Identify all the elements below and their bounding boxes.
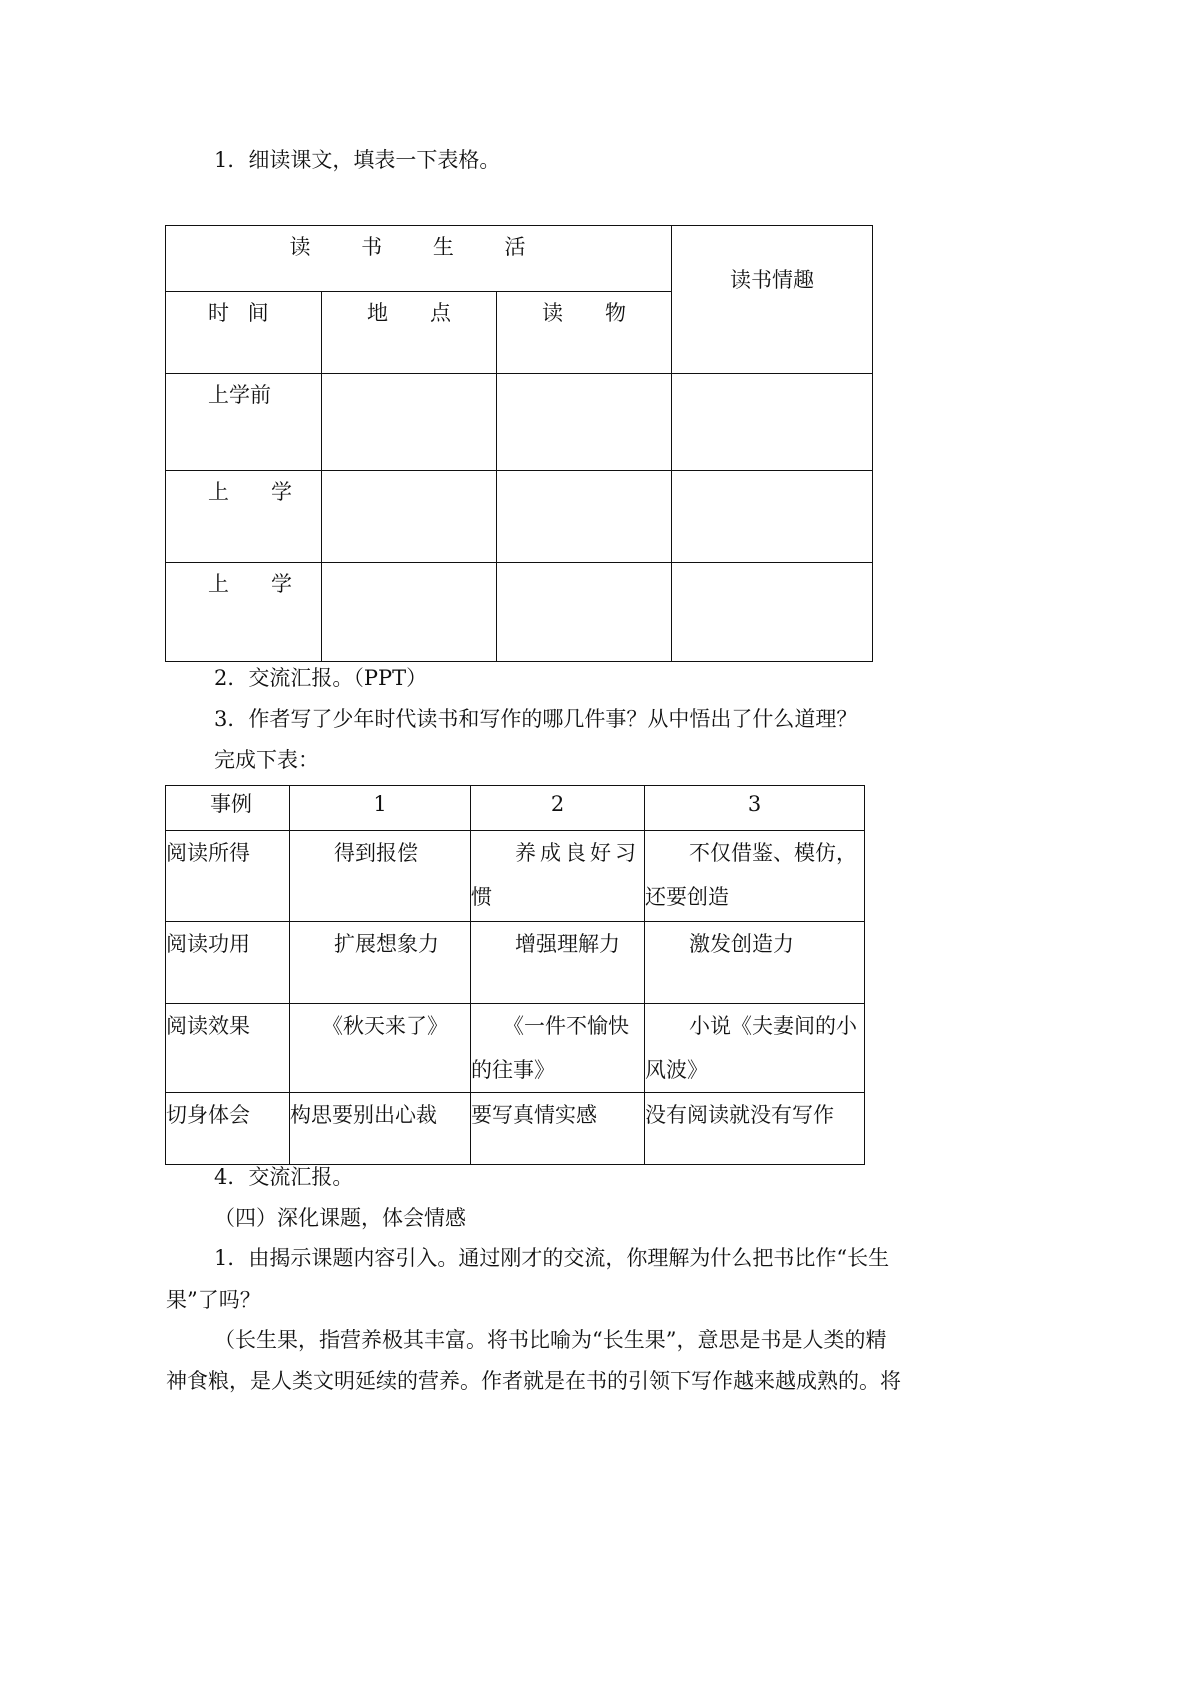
table-cell: 构思要别出心裁 [290, 1093, 471, 1165]
header-cell: 1 [290, 786, 471, 831]
table-cell: 扩展想象力 [290, 922, 471, 1004]
table-cell: 养成良好习 惯 [471, 831, 645, 922]
header-cell: 2 [471, 786, 645, 831]
table-cell [497, 471, 672, 563]
table-cell: 《一件不愉快 的往事》 [471, 1004, 645, 1093]
table-cell: 《秋天来了》 [290, 1004, 471, 1093]
col-time-header: 时 间 [166, 292, 322, 374]
table-cell: 要写真情实感 [471, 1093, 645, 1165]
col-reading-header: 读 物 [497, 292, 672, 374]
row-label: 上学前 [166, 374, 322, 471]
table-cell [672, 471, 873, 563]
header-cell: 事例 [166, 786, 290, 831]
paragraph-line: 神食粮，是人类文明延续的营养。作者就是在书的引领下写作越来越成熟的。将 [166, 1369, 901, 1393]
row-label: 阅读效果 [166, 1004, 290, 1093]
table-cell: 增强理解力 [471, 922, 645, 1004]
table-cell: 激发创造力 [645, 922, 865, 1004]
instruction-3-continued: 完成下表： [214, 748, 319, 772]
row-label: 上 学 [166, 563, 322, 662]
reading-examples-table [165, 785, 865, 1165]
header-cell: 3 [645, 786, 865, 831]
row-label: 上 学 [166, 471, 322, 563]
table-cell [322, 471, 497, 563]
table-cell: 得到报偿 [290, 831, 471, 922]
reading-interest-header: 读书情趣 [672, 226, 873, 374]
table-cell: 没有阅读就没有写作 [645, 1093, 865, 1165]
reading-life-header: 读 书 生 活 [166, 226, 672, 292]
table-cell [672, 563, 873, 662]
paragraph-line: 1．由揭示课题内容引入。通过刚才的交流，你理解为什么把书比作“长生 [214, 1246, 890, 1270]
row-label: 阅读所得 [166, 831, 290, 922]
col-place-header: 地 点 [322, 292, 497, 374]
reading-life-table [165, 225, 873, 662]
table-cell: 不仅借鉴、模仿， 还要创造 [645, 831, 865, 922]
paragraph-line: （长生果，指营养极其丰富。将书比喻为“长生果”，意思是书是人类的精 [214, 1328, 887, 1352]
row-label: 阅读功用 [166, 922, 290, 1004]
table-cell [672, 374, 873, 471]
table-cell [497, 374, 672, 471]
section-heading: （四）深化课题，体会情感 [214, 1206, 466, 1230]
table-cell: 小说《夫妻间的小 风波》 [645, 1004, 865, 1093]
instruction-1: 1．细读课文，填表一下表格。 [214, 148, 501, 172]
table-cell [322, 563, 497, 662]
instruction-2: 2．交流汇报。（PPT） [214, 666, 428, 690]
instruction-4: 4．交流汇报。 [214, 1165, 354, 1189]
row-label: 切身体会 [166, 1093, 290, 1165]
table-cell [497, 563, 672, 662]
instruction-3: 3．作者写了少年时代读书和写作的哪几件事？从中悟出了什么道理？ [214, 707, 858, 731]
table-cell [322, 374, 497, 471]
paragraph-line: 果”了吗？ [166, 1288, 261, 1312]
